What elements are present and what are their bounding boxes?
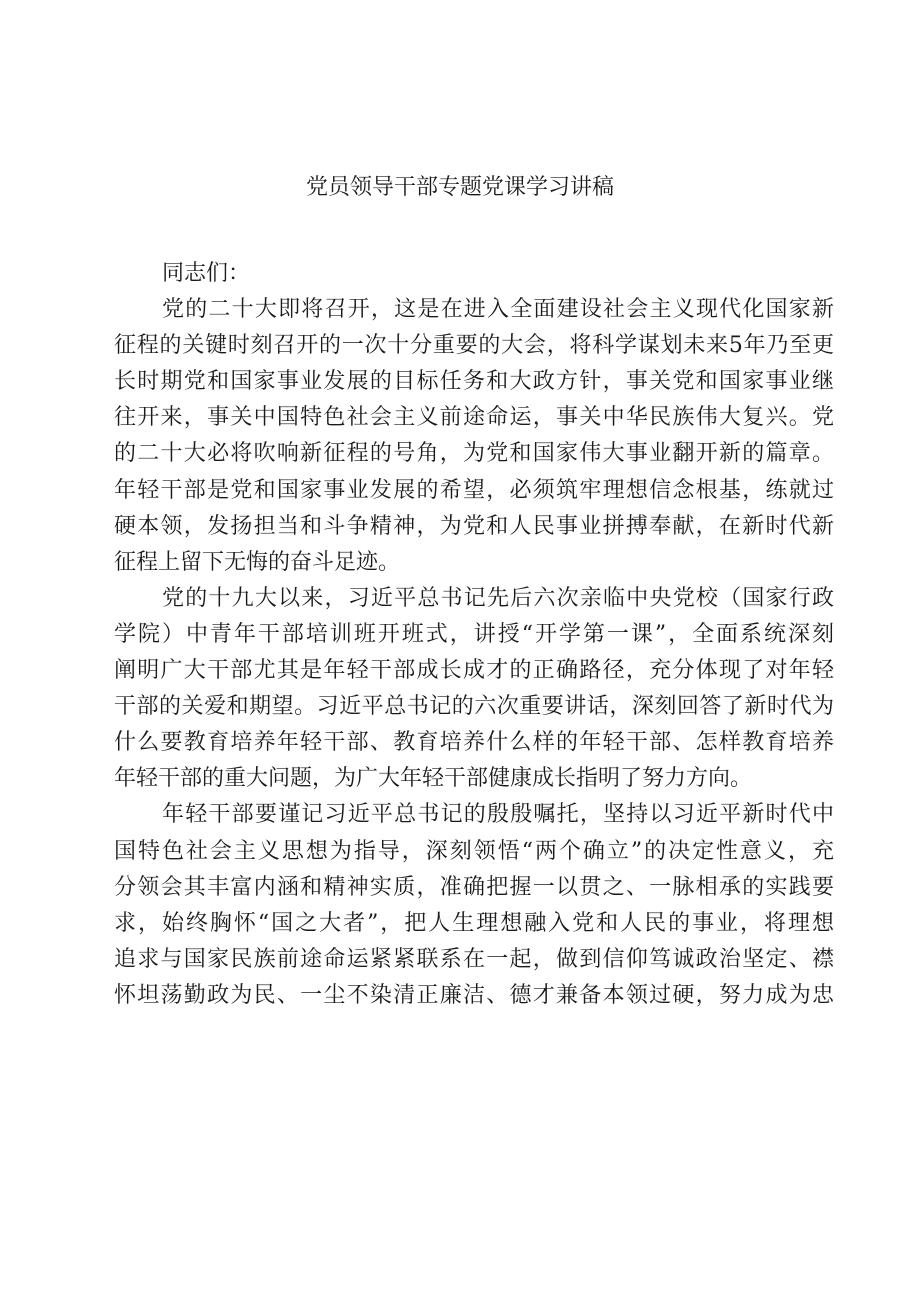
body-line: 分领会其丰富内涵和精神实质，准确把握一以贯之、一脉相承的实践要 xyxy=(114,874,834,900)
body-line: 年轻干部要谨记习近平总书记的殷殷嘱托，坚持以习近平新时代中 xyxy=(162,802,834,828)
body-line: 往开来，事关中国特色社会主义前途命运，事关中华民族伟大复兴。党 xyxy=(114,405,834,431)
body-line: 干部的关爱和期望。习近平总书记的六次重要讲话，深刻回答了新时代为 xyxy=(114,694,834,720)
body-line: 什么要教育培养年轻干部、教育培养什么样的年轻干部、怎样教育培养 xyxy=(114,730,834,756)
body-line: 征程上留下无悔的奋斗足迹。 xyxy=(114,549,401,575)
body-line: 党的十九大以来，习近平总书记先后六次亲临中央党校（国家行政 xyxy=(162,585,834,611)
body-line: 长时期党和国家事业发展的目标任务和大政方针，事关党和国家事业继 xyxy=(114,369,834,395)
body-line: 追求与国家民族前途命运紧紧联系在一起，做到信仰笃诚政治坚定、襟 xyxy=(114,946,834,972)
body-line: 学院）中青年干部培训班开班式，讲授“开学第一课”，全面系统深刻 xyxy=(114,621,834,647)
body-line: 征程的关键时刻召开的一次十分重要的大会，将科学谋划未来5年乃至更 xyxy=(114,333,834,359)
body-line: 硬本领，发扬担当和斗争精神，为党和人民事业拼搏奉献，在新时代新 xyxy=(114,513,834,539)
body-line: 国特色社会主义思想为指导，深刻领悟“两个确立”的决定性意义，充 xyxy=(114,838,834,864)
body-line: 怀坦荡勤政为民、一尘不染清正廉洁、德才兼备本领过硬，努力成为忠 xyxy=(114,982,834,1008)
body-line: 年轻干部的重大问题，为广大年轻干部健康成长指明了努力方向。 xyxy=(114,766,753,792)
document-body xyxy=(114,256,834,1014)
body-line: 阐明广大干部尤其是年轻干部成长成才的正确路径，充分体现了对年轻 xyxy=(114,658,834,684)
body-line: 同志们： xyxy=(162,261,251,286)
body-line: 党的二十大即将召开，这是在进入全面建设社会主义现代化国家新 xyxy=(162,297,834,323)
body-line: 的二十大必将吹响新征程的号角，为党和国家伟大事业翻开新的篇章。 xyxy=(114,441,834,467)
body-line: 求，始终胸怀“国之大者”，把人生理想融入党和人民的事业，将理想 xyxy=(114,910,834,936)
document-title: 党员领导干部专题党课学习讲稿 xyxy=(305,175,614,200)
body-line: 年轻干部是党和国家事业发展的希望，必须筑牢理想信念根基，练就过 xyxy=(114,477,834,503)
